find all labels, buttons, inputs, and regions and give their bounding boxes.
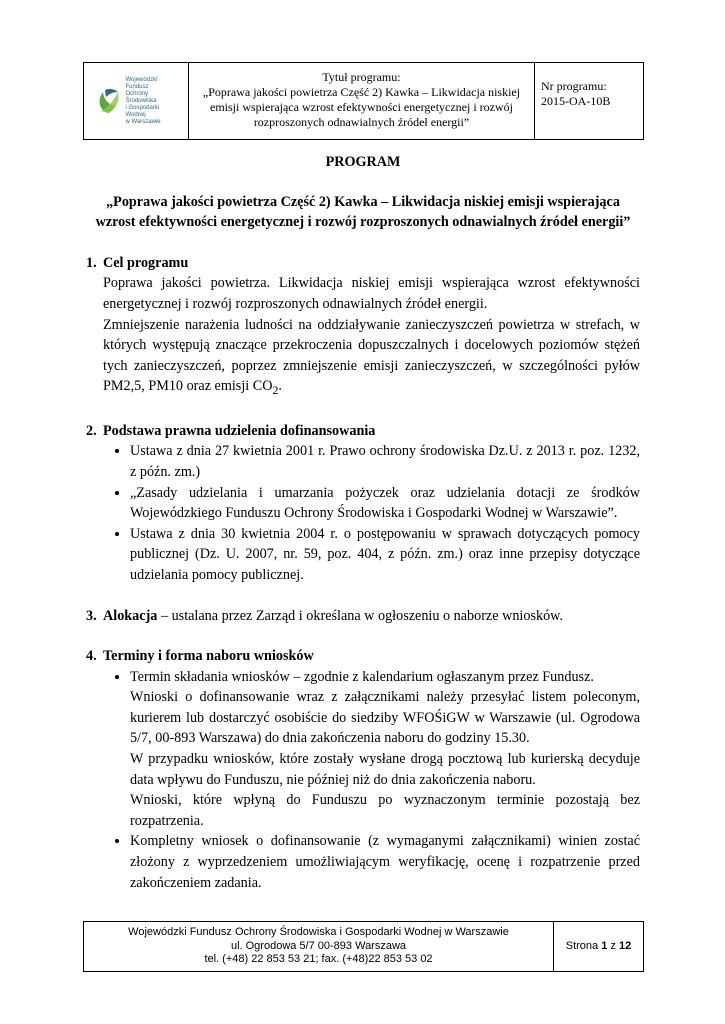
footer-table <box>83 921 644 972</box>
list-line: • Termin składania wniosków – zgodnie z kalendarium ogłaszanym przez Fundusz. <box>130 668 594 685</box>
list-line: Wnioski o dofinansowanie wraz z załącznikami należy przesyłać listem poleconym, kurierem lub dostarczyć osobiście do siedziby WFOŚiGW w Warszawie (ul. Ogrodowa 5/7, 00-893 Warszawa) do dnia zakończenia naboru do godziny 15.30. <box>130 689 640 747</box>
page-label: Strona <box>565 939 599 952</box>
p2-text: Zmniejszenie narażenia ludności na oddziaływanie zanieczyszczeń powietrza w strefach, w których występują znaczące przekroczenia dopuszczalnych i docelowych poziomów stężeń tych zanieczyszczeń, poprzez zmniejszenie emisji zanieczyszczeń, w szczególności pyłów PM2,5, PM10 oraz emisji CO <box>103 316 640 395</box>
title-text: „Poprawa jakości powietrza Część 2) Kawka – Likwidacja niskiej emisji wspierająca wzrost efektywności energetycznej i rozwój rozproszonych odnawialnych źródeł energii” <box>202 85 521 129</box>
section-3-text: – ustalana przez Zarząd i określana w ogłoszeniu o naborze wniosków. <box>157 607 564 624</box>
legal-basis-list <box>86 441 640 585</box>
section-number: 2. <box>86 422 97 439</box>
footer-line: tel. (+48) 22 853 53 21; fax. (+48)22 853 53 02 <box>204 953 433 965</box>
header-nr-cell <box>535 63 643 139</box>
header-table <box>83 62 644 140</box>
section-number: 3. <box>86 607 97 624</box>
doc-heading: PROGRAM <box>325 154 401 170</box>
footer-line: Wojewódzki Fundusz Ochrony Środowiska i Gospodarki Wodnej w Warszawie <box>128 926 509 938</box>
section-2-heading <box>86 421 640 442</box>
page-number-cell <box>554 922 643 971</box>
page-current: 1 <box>601 939 608 952</box>
document-body <box>86 152 640 893</box>
terms-list <box>86 667 640 894</box>
logo-line: w Warszawie <box>125 118 161 125</box>
header-title-cell <box>189 63 535 139</box>
p2-end: . <box>278 378 282 395</box>
section-title: Cel programu <box>103 254 189 271</box>
title-label: Tytuł programu: <box>322 70 401 84</box>
page-sep: z <box>610 939 616 952</box>
logo-line: Wojewódzki Fundusz <box>125 76 158 90</box>
list-item: • Ustawa z dnia 30 kwietnia 2004 r. o postępowaniu w sprawach dotyczących pomocy publicznej (Dz. U. 2007, nr. 59, poz. 404, z późn. zm.) oraz inne przepisy dotyczące udzielania pomocy publicznej. <box>130 524 640 586</box>
logo-line: i Gospodarki Wodnej <box>125 104 160 118</box>
section-1-p2 <box>86 315 640 401</box>
nr-label: Nr programu: <box>541 79 607 93</box>
list-item: • Ustawa z dnia 27 kwietnia 2001 r. Prawo ochrony środowiska Dz.U. z 2013 r. poz. 1232, z późn. zm.) <box>130 441 640 482</box>
section-1-heading <box>86 253 640 274</box>
section-number: 1. <box>86 254 97 271</box>
list-line: Wnioski, które wpłyną do Funduszu po wyznaczonym terminie pozostają bez rozpatrzenia. <box>130 792 640 829</box>
logo-line: Ochrony Środowiska <box>125 90 157 104</box>
nr-value: 2015-OA-10B <box>541 94 611 108</box>
logo-text <box>126 77 180 126</box>
footer-line: ul. Ogrodowa 5/7 00-893 Warszawa <box>230 939 407 952</box>
co2-subscript: 2 <box>272 383 279 398</box>
footer-address-cell <box>84 922 554 971</box>
fund-logo <box>93 77 180 126</box>
doc-title: „Poprawa jakości powietrza Część 2) Kawka – Likwidacja niskiej emisji wspierająca wzrost efektywności energetycznej i rozwój rozproszonych odnawialnych źródeł energii” <box>95 193 631 231</box>
list-item: • Kompletny wniosek o dofinansowanie (z wymaganymi załącznikami) winien zostać złożony z wyprzedzeniem umożliwiającym weryfikację, ocenę i rozpatrzenie przed zakończeniem zadania. <box>130 831 640 893</box>
list-line: W przypadku wniosków, które zostały wysłane drogą pocztową lub kurierską decyduje data wpływu do Funduszu, nie później niż do dnia zakończenia naboru. <box>130 751 640 788</box>
list-item: • „Zasady udzielania i umarzania pożyczek oraz udzielania dotacji ze środków Wojewódzkiego Funduszu Ochrony Środowiska i Gospodarki Wodnej w Warszawie”. <box>130 483 640 524</box>
section-title: Podstawa prawna udzielenia dofinansowania <box>103 422 376 439</box>
page-total: 12 <box>618 939 632 952</box>
section-title: Alokacja <box>103 607 158 624</box>
list-item <box>130 667 640 832</box>
section-4-heading <box>86 646 640 667</box>
section-number: 4. <box>86 648 97 665</box>
leaf-logo-icon <box>93 86 123 116</box>
section-1-p1: Poprawa jakości powietrza. Likwidacja niskiej emisji wspierająca wzrost efektywności energetycznej i rozwój rozproszonych odnawialnych źródeł energii. <box>103 275 640 312</box>
section-title: Terminy i forma naboru wniosków <box>103 648 314 665</box>
section-3 <box>86 606 640 627</box>
header-logo-cell <box>84 63 189 139</box>
